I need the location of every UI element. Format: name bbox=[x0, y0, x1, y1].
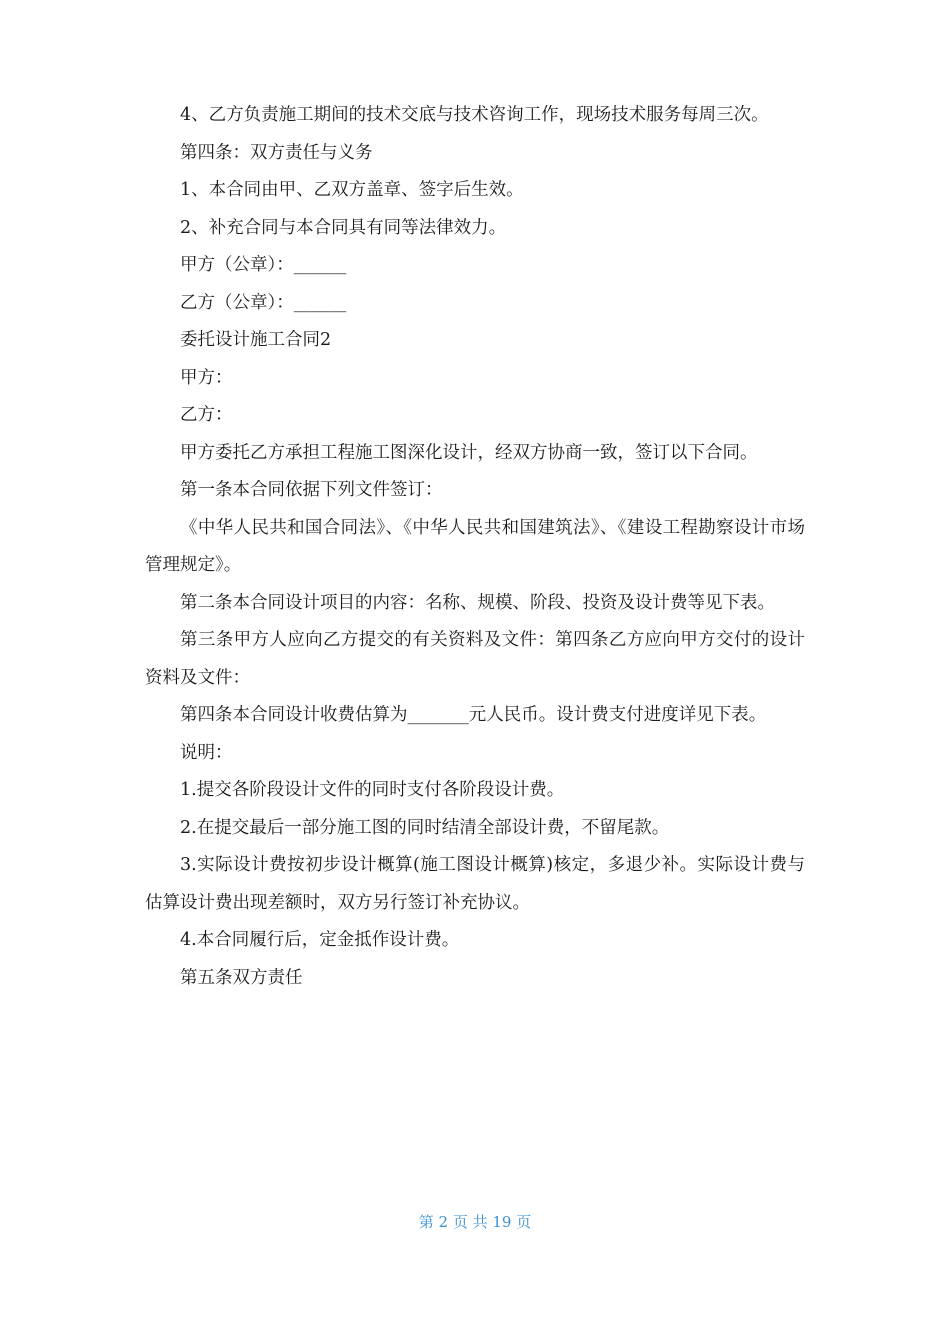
paragraph: 《中华人民共和国合同法》、《中华人民共和国建筑法》、《建设工程勘察设计市场管理规定》。 bbox=[145, 517, 805, 575]
note-item: 1.提交各阶段设计文件的同时支付各阶段设计费。 bbox=[180, 780, 565, 800]
article-heading: 第三条甲方人应向乙方提交的有关资料及文件：第四条乙方应向甲方交付的设计资料及文件： bbox=[145, 630, 805, 688]
article-heading: 第二条本合同设计项目的内容：名称、规模、阶段、投资及设计费等见下表。 bbox=[180, 592, 775, 613]
party-b-label: 乙方： bbox=[180, 405, 233, 425]
party-a-label: 甲方： bbox=[180, 367, 233, 388]
paragraph: 4、乙方负责施工期间的技术交底与技术咨询工作，现场技术服务每周三次。 bbox=[180, 105, 769, 125]
page-number-footer: 第 2 页 共 19 页 bbox=[418, 1213, 532, 1231]
article-heading: 第四条本合同设计收费估算为_______元人民币。设计费支付进度详见下表。 bbox=[180, 705, 767, 725]
paragraph: 1、本合同由甲、乙双方盖章、签字后生效。 bbox=[180, 180, 524, 200]
article-heading: 第五条双方责任 bbox=[180, 967, 303, 988]
note-item: 2.在提交最后一部分施工图的同时结清全部设计费，不留尾款。 bbox=[180, 817, 670, 838]
article-heading: 第一条本合同依据下列文件签订： bbox=[180, 480, 443, 500]
signature-line-party-b: 乙方（公章）：______ bbox=[180, 292, 347, 313]
document-body bbox=[145, 97, 805, 997]
section-heading: 第四条：双方责任与义务 bbox=[180, 142, 373, 163]
contract-title: 委托设计施工合同2 bbox=[180, 330, 332, 350]
paragraph: 2、补充合同与本合同具有同等法律效力。 bbox=[180, 217, 507, 238]
paragraph: 甲方委托乙方承担工程施工图深化设计，经双方协商一致，签订以下合同。 bbox=[180, 442, 758, 463]
signature-line-party-a: 甲方（公章）：______ bbox=[180, 255, 347, 275]
note-item: 3.实际设计费按初步设计概算(施工图设计概算)核定，多退少补。实际设计费与估算设计费出现差额时，双方另行签订补充协议。 bbox=[145, 855, 805, 913]
notes-label: 说明： bbox=[180, 742, 233, 763]
note-item: 4.本合同履行后，定金抵作设计费。 bbox=[180, 930, 460, 950]
